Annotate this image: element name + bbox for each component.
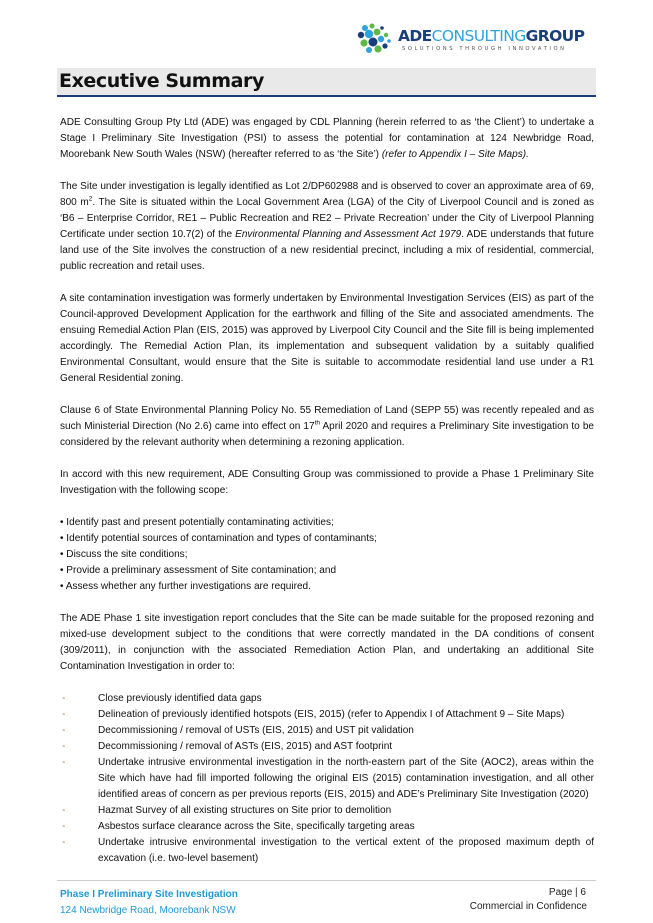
list-item: • Assess whether any further investigations are required. [60,581,311,592]
footer-divider [57,880,596,881]
list-item: • Identify potential sources of contamination and types of contaminants; [60,533,377,544]
title-underline [57,95,596,97]
dash-marker: - [62,709,66,720]
paragraph-prior-investigation: A site contamination investigation was formerly undertaken by Environmental Investigation Services (EIS) as part of the Council-approved Development Application for the earthwork and filling of the Site and associated amendments. The ensuing Remedial Action Plan (EIS, 2015) was approved by Liverpool City Council and the Site fill is being implemented accordingly. The Remedial Action Plan, its implementation and subsequent validation by a suitably qualified Environmental Consultant, would ensure that the Site is suitable to accommodate residential land use under a R1 General Residential zoning. [60,293,594,384]
paragraph-conclusion: The ADE Phase 1 site investigation report concludes that the Site can be made suitable for the proposed rezoning and mixed-use development subject to the conditions that were correctly mandated in the DA conditions of consent (309/2011), in conjunction with the associated Remediation Action Plan, and undertaking an additional Site Contamination Investigation in order to: [60,613,594,672]
logo-tagline: SOLUTIONS THROUGH INNOVATION [402,46,567,52]
globe-icon [356,22,396,56]
conditions-list [60,691,594,867]
list-item: - Undertake intrusive environmental investigation to the vertical extent of the proposed maximum depth of excavation (i.e. two-level basement) [62,837,594,864]
footer-report-title: Phase I Preliminary Site Investigation [60,889,238,900]
list-item: - Close previously identified data gaps [60,691,594,707]
list-item: - Decommissioning / removal of USTs (EIS, 2015) and UST pit validation [60,723,594,739]
list-item: - Undertake intrusive environmental investigation in the north-eastern part of the Site (AOC2), areas within the Site which have had fill imported following the original EIS (2015) contamination investigation, and all other identified areas of concern as per previous reports (EIS, 2015) and ADE’s Preliminary Site Investigation (2020) [62,757,594,800]
confidentiality-label: Commercial in Confidence [469,901,587,912]
dash-marker: - [62,693,66,704]
dash-marker: - [62,837,66,848]
dash-marker: - [62,805,66,816]
paragraph-site-description: The Site under investigation is legally identified as Lot 2/DP602988 and is observed to cover an approximate area of 69, 800 $m^2$. The Site is situated within the Local Government Area (LGA) of the City of Liverpool Council and is zoned as ‘B6 – Enterprise Corridor, RE1 – Public Recreation and RE2 – Private Recreation’ under the City of Liverpool Planning Certificate under section 10.7(2) of the Environmental Planning and Assessment Act 1979. ADE understands that future land use of the Site involves the construction of a new residential precinct, including a mix of residential, commercial, public recreation and retail uses. [60,181,595,272]
scope-list [60,515,594,595]
paragraph-engagement: ADE Consulting Group Pty Ltd (ADE) was engaged by CDL Planning (herein referred to as ‘the Client’) to undertake a Stage I Preliminary Site Investigation (PSI) to assess the potential for contamination at 124 Newbridge Road, Moorebank New South Wales (NSW) (hereafter referred to as ‘the Site’) (refer to Appendix I – Site Maps). [60,117,594,160]
page-number: Page | 6 [548,887,586,898]
body-text [60,115,594,867]
list-item: • Discuss the site conditions; [60,549,188,560]
list-item: • Identify past and present potentially contaminating activities; [60,517,334,528]
list-item: • Provide a preliminary assessment of Site contamination; and [60,565,337,576]
dash-marker: - [62,757,66,768]
company-logo [356,22,601,58]
dash-marker: - [62,821,66,832]
list-item: - Decommissioning / removal of ASTs (EIS, 2015) and AST footprint [60,739,594,755]
logo-wordmark: ADECONSULTINGGROUP [398,27,585,45]
section-title: Executive Summary [59,70,264,92]
list-item: - Asbestos surface clearance across the Site, specifically targeting areas [60,819,594,835]
dash-marker: - [62,725,66,736]
footer-address: 124 Newbridge Road, Moorebank NSW [60,905,236,916]
list-item: - Delineation of previously identified hotspots (EIS, 2015) (refer to Appendix I of Attachment 9 – Site Maps) [60,707,594,723]
paragraph-sepp55: Clause 6 of State Environmental Planning Policy No. 55 Remediation of Land (SEPP 55) was recently repealed and as such Ministerial Direction (No 2.6) came into effect on 17th April 2020 and requires a Preliminary Site investigation to be considered by the relevant authority when determining a rezoning application. [60,405,595,448]
dash-marker: - [62,741,66,752]
paragraph-scope-intro: In accord with this new requirement, ADE Consulting Group was commissioned to provide a Phase 1 Preliminary Site Investigation with the following scope: [60,469,594,496]
list-item: - Hazmat Survey of all existing structures on Site prior to demolition [60,803,594,819]
